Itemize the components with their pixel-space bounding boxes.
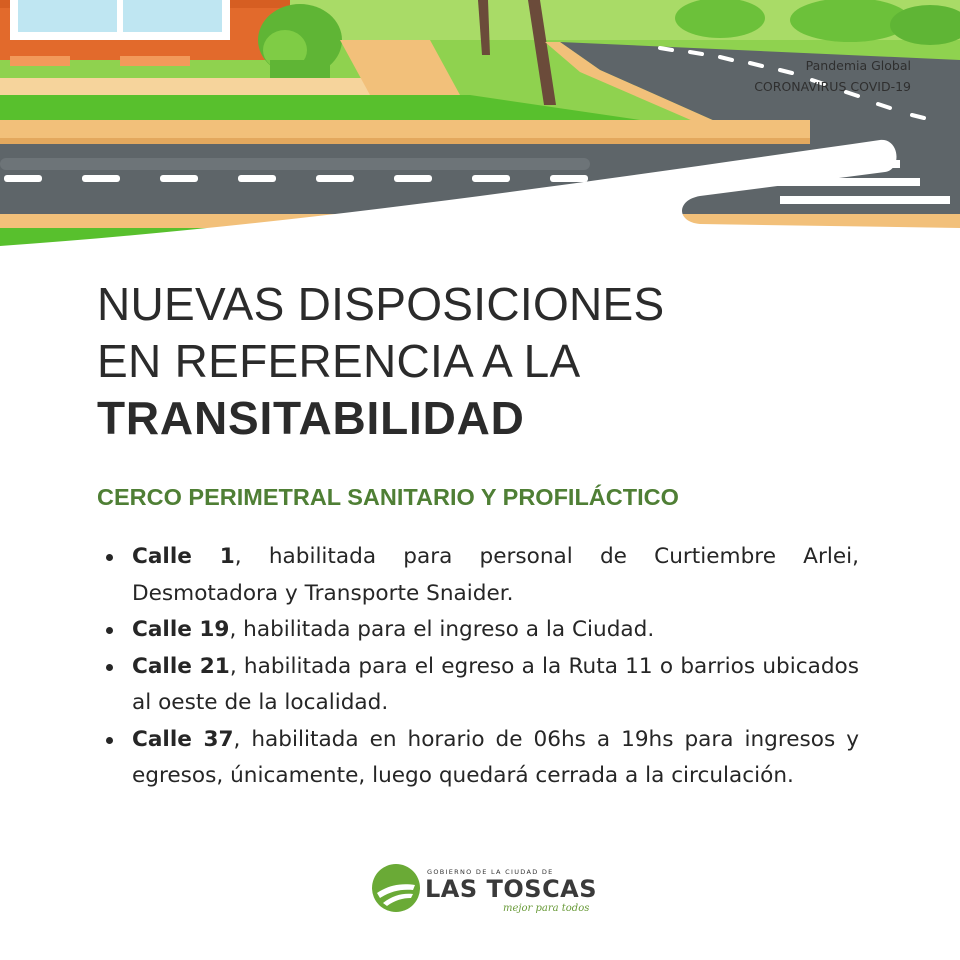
list-item bbox=[103, 612, 859, 649]
campaign-tag bbox=[754, 55, 911, 97]
tag-line-covid: CORONAVIRUS COVID-19 bbox=[754, 79, 911, 94]
tag-line-pandemic: Pandemia Global bbox=[805, 58, 911, 73]
road-swoosh-emblem-icon bbox=[371, 863, 421, 913]
street-name: Calle 21 bbox=[132, 653, 230, 679]
street-name: Calle 19 bbox=[132, 617, 230, 642]
bullet-dot-icon bbox=[106, 737, 113, 744]
street-illustration bbox=[0, 0, 960, 250]
title-line-1: NUEVAS DISPOSICIONES bbox=[97, 278, 665, 330]
logo-city-name: LAS TOSCAS bbox=[425, 875, 598, 903]
government-logo bbox=[371, 863, 601, 919]
title-line-3: TRANSITABILIDAD bbox=[97, 392, 525, 444]
bullet-dot-icon bbox=[106, 627, 113, 634]
street-name: Calle 37 bbox=[132, 726, 234, 752]
bullet-dot-icon bbox=[106, 664, 113, 671]
list-item bbox=[103, 539, 859, 612]
section-subtitle: CERCO PERIMETRAL SANITARIO Y PROFILÁCTICO bbox=[97, 484, 679, 510]
logo-pretitle: GOBIERNO DE LA CIUDAD DE bbox=[427, 868, 554, 876]
street-description: , habilitada para personal de Curtiembre Arlei, Desmotadora y Transporte Snaider. bbox=[132, 544, 859, 606]
street-description: , habilitada para el egreso a la Ruta 11 o barrios ubicados al oeste de la localidad. bbox=[132, 653, 860, 715]
street-description: , habilitada para el ingreso a la Ciudad. bbox=[229, 617, 655, 642]
street-description: , habilitada en horario de 06hs a 19hs para ingresos y egresos, únicamente, luego quedará cerrada a la circulación. bbox=[132, 726, 859, 788]
street-list bbox=[103, 539, 859, 795]
logo-slogan: mejor para todos bbox=[503, 903, 590, 914]
street-name: Calle 1 bbox=[132, 544, 235, 569]
title-line-2: EN REFERENCIA A LA bbox=[97, 335, 581, 387]
list-item bbox=[103, 722, 859, 795]
list-item bbox=[103, 649, 859, 722]
bullet-dot-icon bbox=[106, 554, 113, 561]
page-title bbox=[97, 276, 665, 447]
